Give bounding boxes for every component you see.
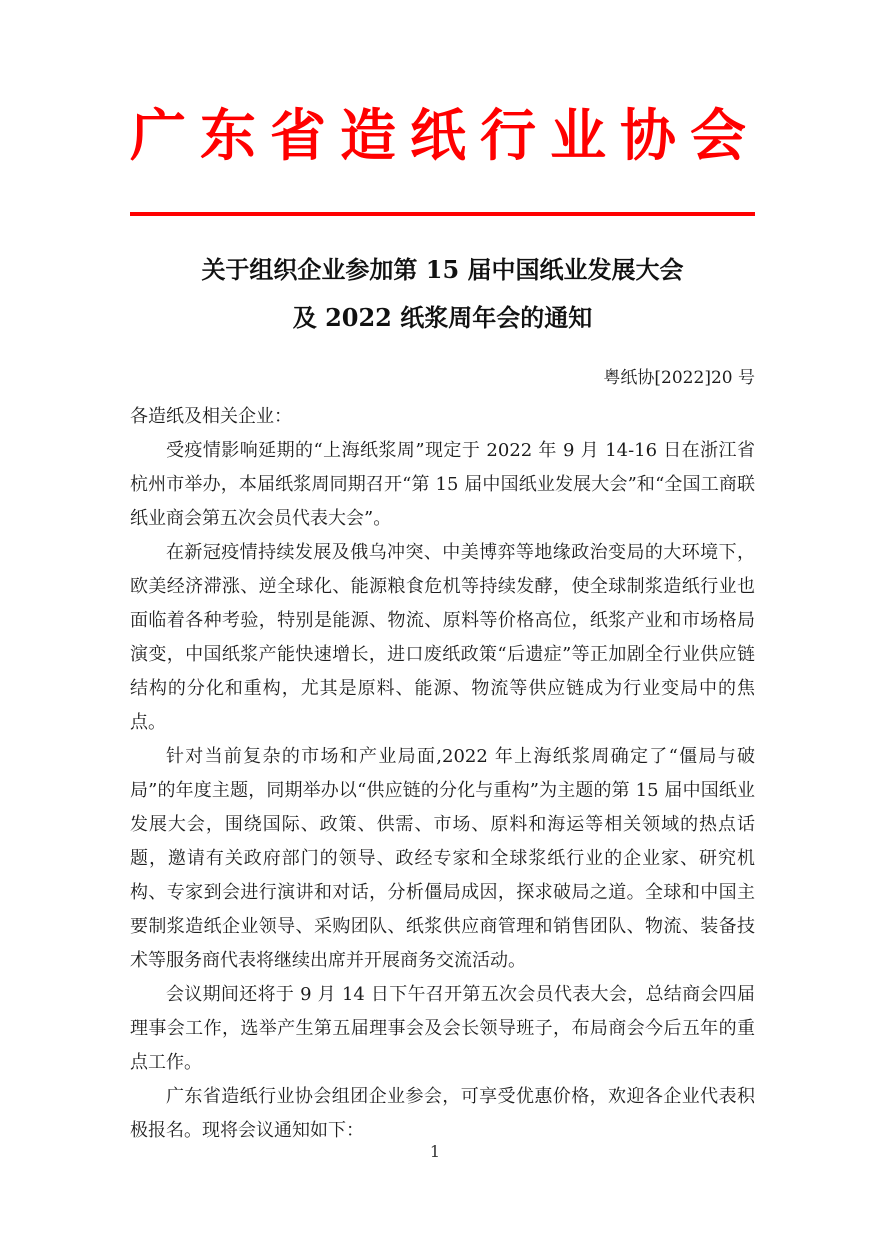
paragraph-1: 受疫情影响延期的“上海纸浆周”现定于 2022 年 9 月 14-16 日在浙江省杭州市举办，本届纸浆周同期召开“第 15 届中国纸业发展大会”和“全国工商联纸业商会第五次会员代表大会”。 — [130, 440, 755, 529]
paragraph-5: 广东省造纸行业协会组团企业参会，可享受优惠价格，欢迎各企业代表积极报名。现将会议通知如下： — [130, 1086, 755, 1141]
document-title-line2: 及 2022 纸浆周年会的通知 — [292, 303, 593, 332]
document-number: 粤纸协[2022]20 号 — [603, 368, 755, 388]
document-body — [130, 400, 755, 1148]
document-title — [130, 246, 755, 342]
salutation: 各造纸及相关企业： — [130, 406, 292, 427]
letterhead-divider-rule — [130, 212, 755, 216]
document-title-line1: 关于组织企业参加第 15 届中国纸业发展大会 — [201, 255, 684, 284]
letterhead-org-name: 广东省造纸行业协会 — [130, 103, 760, 169]
paragraph-2: 在新冠疫情持续发展及俄乌冲突、中美博弈等地缘政治变局的大环境下，欧美经济滞涨、逆全球化、能源粮食危机等持续发酵，使全球制浆造纸行业也面临着各种考验，特别是能源、物流、原料等价格高位，纸浆产业和市场格局演变，中国纸浆产能快速增长，进口废纸政策“后遗症”等正加剧全行业供应链结构的分化和重构，尤其是原料、能源、物流等供应链成为行业变局中的焦点。 — [130, 542, 755, 733]
page-number: 1 — [429, 1142, 441, 1161]
paragraph-4: 会议期间还将于 9 月 14 日下午召开第五次会员代表大会，总结商会四届理事会工作，选举产生第五届理事会及会长领导班子，布局商会今后五年的重点工作。 — [130, 984, 755, 1073]
paragraph-3: 针对当前复杂的市场和产业局面,2022 年上海纸浆周确定了“僵局与破局”的年度主题，同期举办以“供应链的分化与重构”为主题的第 15 届中国纸业发展大会，围绕国际、政策、供需、市场、原料和海运等相关领域的热点话题，邀请有关政府部门的领导、政经专家和全球浆纸行业的企业家、研究机构、专家到会进行演讲和对话，分析僵局成因，探求破局之道。全球和中国主要制浆造纸企业领导、采购团队、纸浆供应商管理和销售团队、物流、装备技术等服务商代表将继续出席并开展商务交流活动。 — [130, 746, 755, 971]
